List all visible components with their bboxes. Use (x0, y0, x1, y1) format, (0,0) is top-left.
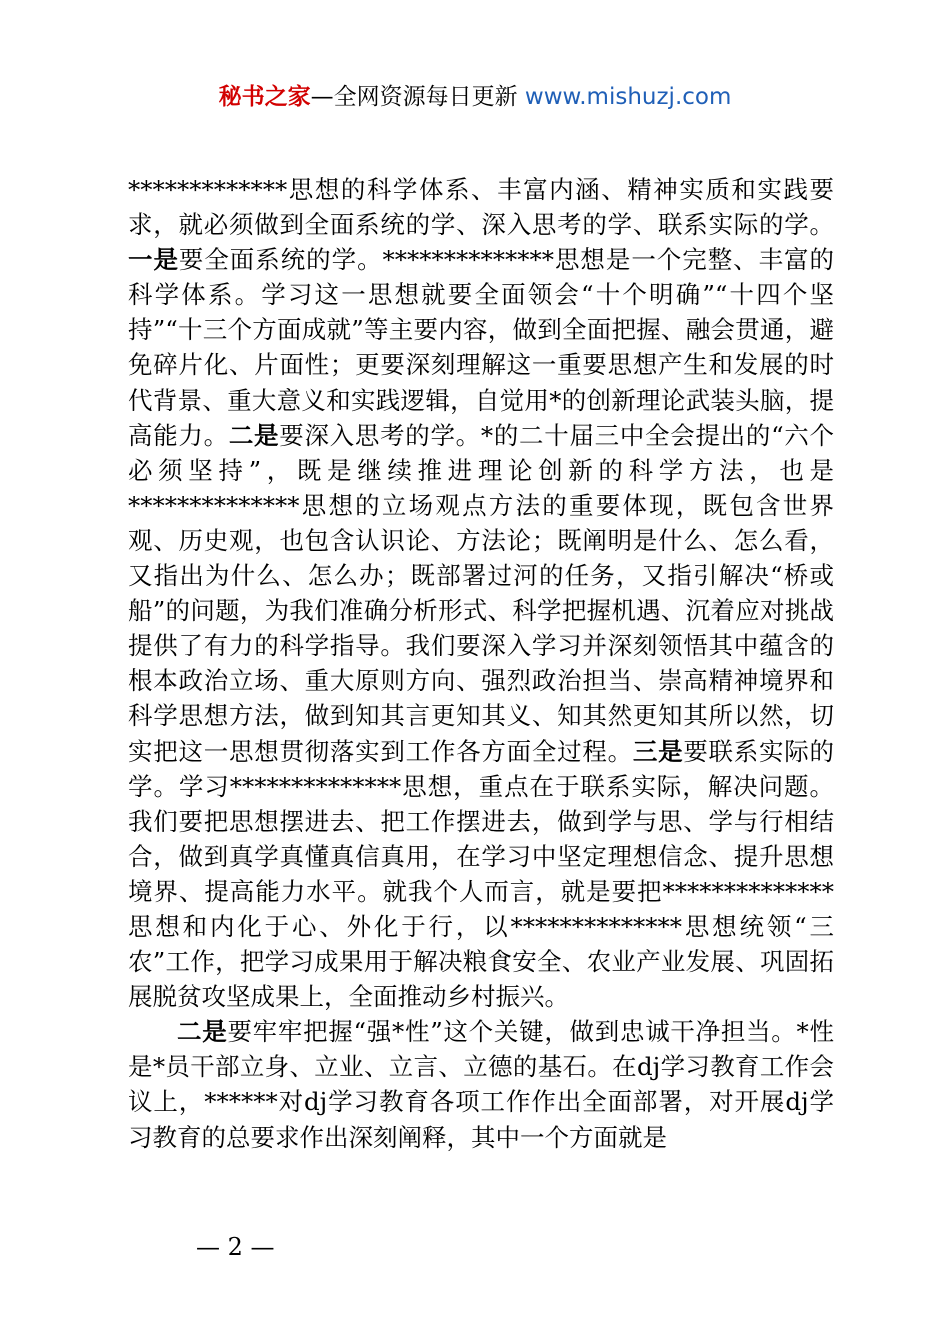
p2-text-1: 要牢牢把握“强*性”这个关键，做到忠诚干净担当。*性是*员干部立身、立业、立言、立德的基石。在dj学习教育工作会议上，******对dj学习教育各项工作作出全面部署，对开展dj学习教育的总要求作出深刻阐释，其中一个方面就是 (128, 1017, 834, 1152)
p1-keyword-2: 二是 (228, 420, 280, 450)
page-header (0, 82, 950, 112)
paragraph-1 (128, 172, 834, 1014)
p1-text-1: *************思想的科学体系、丰富内涵、精神实质和实践要求，就必须做到全面系统的学、深入思考的学、联系实际的学。 (128, 175, 834, 240)
document-body (128, 172, 834, 1155)
p1-keyword-3: 三是 (632, 736, 684, 766)
p1-text-4: 要联系实际的学。学习**************思想，重点在于联系实际，解决问题。我们要把思想摆进去、把工作摆进去，做到学与思、学与行相结合，做到真学真懂真信真用，在学习中坚定理想信念、提升思想境界、提高能力水平。就我个人而言，就是要把**************思想和内化于心、外化于行，以**************思想统领“三农”工作，把学习成果用于解决粮食安全、农业产业发展、巩固拓展脱贫攻坚成果上，全面推动乡村振兴。 (128, 736, 835, 1012)
page-number: — 2 — (196, 1233, 275, 1261)
header-tagline: —全网资源每日更新 (310, 84, 518, 110)
paragraph-2 (128, 1014, 834, 1154)
p1-text-2: 要全面系统的学。**************思想是一个完整、丰富的科学体系。学习这一思想就要全面领会“十个明确”“十四个坚持”“十三个方面成就”等主要内容，做到全面把握、融会贯通，避免碎片化、片面性；更要深刻理解这一重要思想产生和发展的时代背景、重大意义和实践逻辑，自觉用*的创新理论武装头脑，提高能力。 (128, 245, 834, 450)
p1-text-3: 要深入思考的学。*的二十届三中全会提出的“六个必须坚持”，既是继续推进理论创新的科学方法，也是**************思想的立场观点方法的重要体现，既包含世界观、历史观，也包含认识论、方法论；既阐明是什么、怎么看，又指出为什么、怎么办；既部署过河的任务，又指引解决“桥或船”的问题，为我们准确分析形式、科学把握机遇、沉着应对挑战提供了有力的科学指导。我们要深入学习并深刻领悟其中蕴含的根本政治立场、重大原则方向、强烈政治担当、崇高精神境界和科学思想方法，做到知其言更知其义、知其然更知其所以然，切实把这一思想贯彻落实到工作各方面全过程。 (128, 420, 835, 766)
p1-keyword-1: 一是 (128, 245, 179, 275)
brand-name: 秘书之家 (218, 84, 311, 110)
website-link[interactable]: www.mishuzj.com (524, 84, 732, 110)
p2-keyword-1: 二是 (177, 1017, 228, 1047)
